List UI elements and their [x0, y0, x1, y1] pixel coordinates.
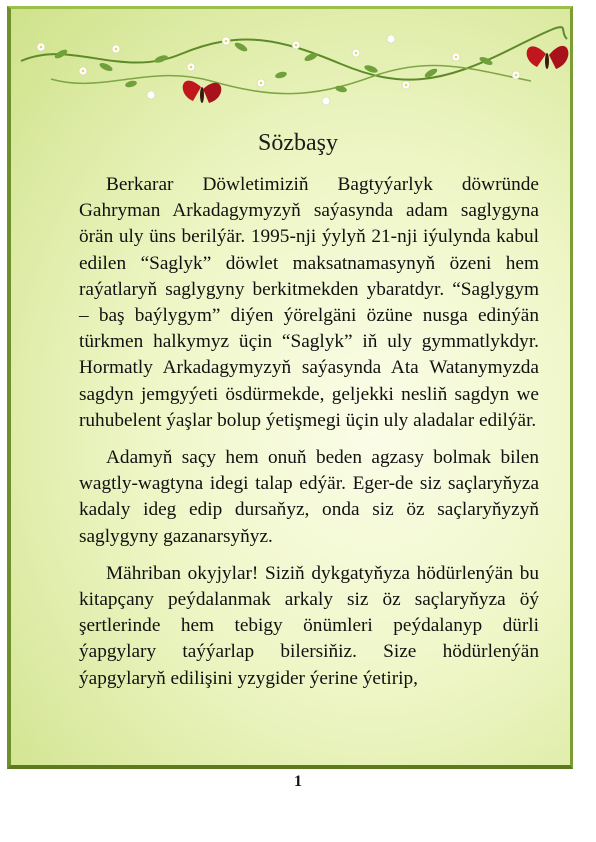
paragraph: Mähriban okyjylar! Siziň dykgatyňyza hödürlenýän bu kitapçany peýdalanmak arkaly siz öz saçlaryňyza öý şertlerinde hem tebigy önümleri peýdalanyp dürli ýapgylary taýýarlap bilersiňiz. Size hödürlenýän ýapgylaryň edilişini yzygider ýerine ýetirip,	[79, 562, 539, 689]
butterfly-icon-left	[183, 81, 222, 103]
paragraph: Adamyň saçy hem onuň beden agzasy bolmak bilen wagtly-wagtyna idegi talap edýär. Eger-de siz saçlaryňyza kadaly ideg edip dursaňyz, onda siz öz saçlaryňyzyň saglygyny gazanarsyňyz.	[79, 447, 539, 547]
flower-centers	[40, 40, 518, 87]
page-title: Sözbaşy	[258, 130, 338, 156]
vine-stem-2	[51, 65, 531, 93]
paragraph: Berkarar Döwletimiziň Bagtyýarlyk döwründe Gahryman Arkadagymyzyň saýasynda adam saglygyna örän uly üns berilýär. 1995-nji ýylyň 21-nji iýulynda kabul edilen “Saglyk” döwlet maksatnamasynyň özeni hem raýatlaryň saglygyny berkitmekden ybaratdyr. “Saglygym – baş baýlygym” diýen ýörelgäni özüne nusga edinýän türkmen halkymyz üçin “Saglyk” iň uly gymmatlykdyr. Hormatly Arkadagymyzyň saýasynda Ata Watanymyzda sagdyn jemgyýeti ösdürmekde, geljekki nesliň sagdyn we ruhubelent ýaşlar bolup ýetişmegi üçin uly aladalar edilýär.	[79, 174, 539, 431]
butterfly-icon-right	[527, 46, 569, 69]
body-text	[79, 172, 539, 703]
page-number: 1	[294, 773, 302, 790]
floral-garland	[11, 9, 570, 119]
